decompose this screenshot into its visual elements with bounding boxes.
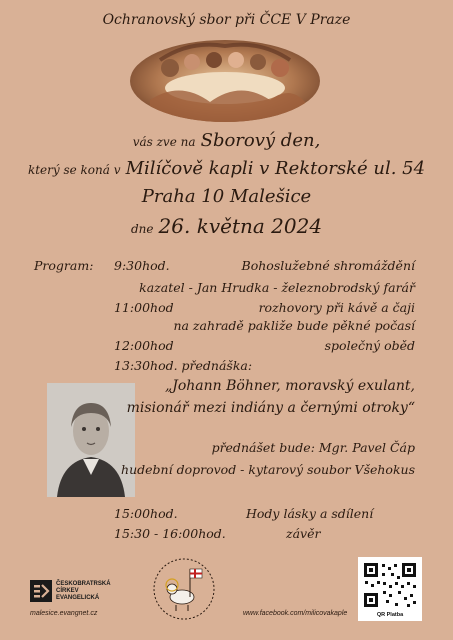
qr-payment-code[interactable] <box>358 557 422 621</box>
lecturer: přednášet bude: Mgr. Pavel Čáp <box>211 440 415 455</box>
logo-line-2: CÍRKEV <box>56 588 79 594</box>
event-name: Sborový den, <box>200 130 321 151</box>
program-label: Program: <box>34 258 94 273</box>
program-text-4: na zahradě pakliže bude pěkné počasí <box>173 318 415 333</box>
program-time-1: 9:30hod. <box>114 258 170 273</box>
invite-prefix: vás zve na <box>132 135 196 149</box>
logo-text <box>56 581 111 602</box>
program-text-5: společný oběd <box>324 338 415 353</box>
last-supper-painting <box>130 40 320 122</box>
ccce-logo-icon <box>30 580 52 602</box>
lecture-title-2: misionář mezi indiány a černými otroky“ <box>126 400 415 416</box>
portrait-image <box>47 383 135 497</box>
johann-bohner-portrait <box>47 383 135 497</box>
venue: Milíčově kapli v Rektorské ul. 54 <box>125 158 426 179</box>
program-text-1: Bohoslužebné shromáždění <box>241 258 415 273</box>
program-time-7: 15:00hod. <box>114 506 178 521</box>
held-prefix: který se koná v <box>27 163 121 177</box>
website-left-link[interactable]: malesice.evangnet.cz <box>30 610 98 617</box>
program-time-3: 11:00hod <box>114 300 174 315</box>
program-text-3: rozhovory při kávě a čaji <box>258 300 415 315</box>
music: hudební doprovod - kytarový soubor Všehokus <box>121 462 415 477</box>
invite-line <box>0 130 453 151</box>
date-prefix: dne <box>130 222 154 236</box>
program-time-5: 12:00hod <box>114 338 174 353</box>
program-time-6: 13:30hod. přednáška: <box>114 358 253 373</box>
venue-line <box>0 158 453 179</box>
city: Praha 10 Malešice <box>141 186 312 207</box>
painting-image <box>130 40 320 122</box>
logo-line-3: EVANGELICKÁ <box>56 595 100 601</box>
program-text-7: Hody lásky a sdílení <box>246 506 374 521</box>
lamb-emblem-icon <box>150 555 218 623</box>
program-text-8: závěr <box>286 526 321 541</box>
qr-label: QR Platba <box>376 612 404 618</box>
website-right-link[interactable]: www.facebook.com/milicovakaple <box>243 610 348 617</box>
date-line <box>0 214 453 238</box>
event-date: 26. května 2024 <box>158 214 323 238</box>
lecture-title-1: „Johann Böhner, moravský exulant, <box>164 378 415 394</box>
program-time-8: 15:30 - 16:00hod. <box>114 526 226 541</box>
program-text-2: kazatel - Jan Hrudka - železnobrodský farář <box>139 280 415 295</box>
logo-line-1: ČESKOBRATRSKÁ <box>56 581 111 587</box>
qr-code-icon <box>362 561 418 609</box>
org-title: Ochranovský sbor při ČCE V Praze <box>102 12 351 28</box>
